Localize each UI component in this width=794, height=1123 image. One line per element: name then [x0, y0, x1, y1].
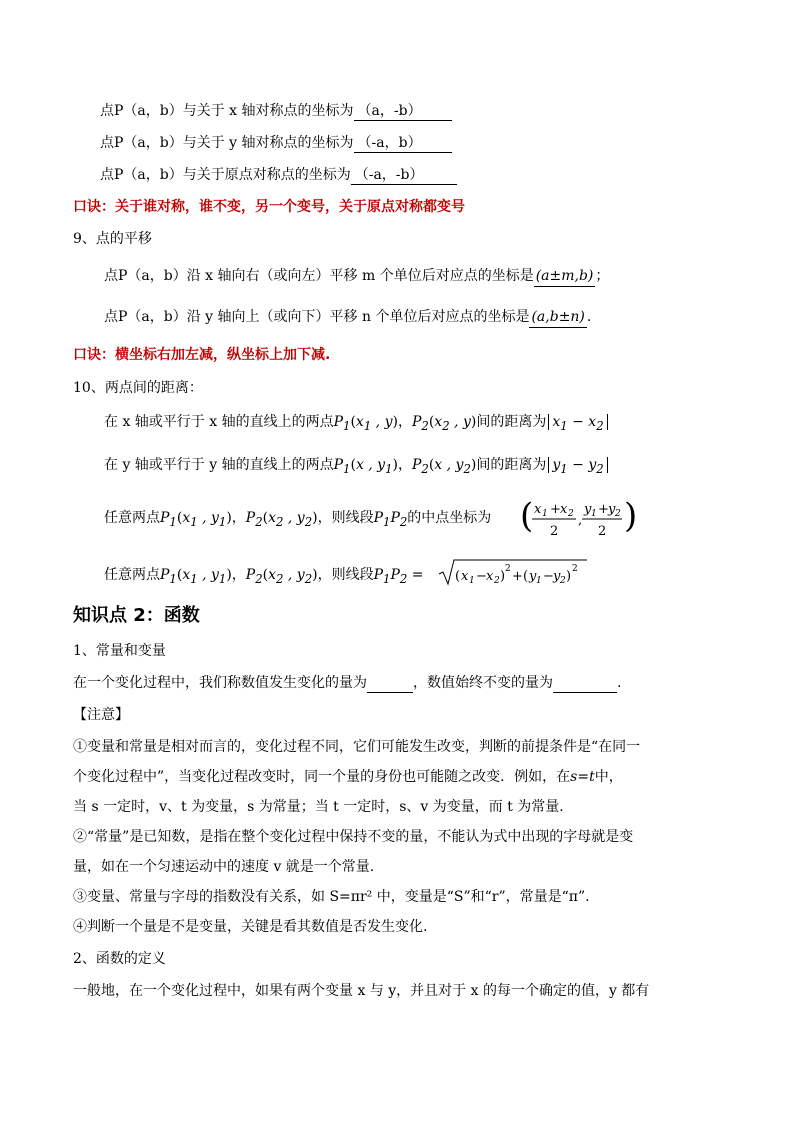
sym-line-x-answer: （a，-b） [354, 102, 452, 121]
kp2-s2-title: 2、函数的定义 [73, 951, 166, 967]
formula-points-general-2: $P_1(x_1$ , $y_1$)，$P_2(x_2$ , $y_2$) [160, 567, 318, 586]
section-10-title: 10、两点间的距离： [73, 380, 203, 396]
kp2-s2-text: 一般地，在一个变化过程中，如果有两个变量 x 与 y，并且对于 x 的每一个确定的值，y 都有 [73, 983, 650, 999]
distance-line-y [104, 455, 608, 479]
formula-points-y: $P_1(x$ , $y_1$)，$P_2(x$ , $y_2$) [333, 457, 477, 476]
svg-text:(: ( [455, 569, 461, 584]
distance-line-y-mid: 间的距离为 [476, 457, 547, 473]
svg-text:2: 2 [572, 564, 578, 574]
sym-line-origin-text: 点P（a，b）与关于原点对称点的坐标为 [100, 167, 351, 183]
svg-text:(: ( [523, 569, 529, 584]
translation-line-x-answer: (a±m,b) [534, 266, 596, 287]
formula-points-general-1: $P_1(x_1$ , $y_1$)，$P_2(x_2$ , $y_2$) [160, 510, 318, 529]
svg-text:x: x [560, 502, 568, 517]
kp2-heading: 知识点 2：函数 [73, 605, 200, 626]
midpoint-line-mid2: 的中点坐标为 [407, 510, 492, 526]
formula-distance-x: $x_1 - x_2$ [548, 414, 607, 430]
sym-line-origin [100, 165, 457, 185]
svg-text:+: + [598, 502, 609, 517]
translation-line-y-text: 点P（a，b）沿 y 轴向上（或向下）平移 n 个单位后对应点的坐标是 [104, 309, 530, 325]
note-1-b-text: 个变化过程中”，当变化过程改变时，同一个量的身份也可能随之改变．例如，在 [73, 769, 571, 785]
translation-line-y-end: . [586, 309, 592, 325]
translation-line-x [104, 266, 609, 287]
note-1-b [73, 767, 623, 787]
midpoint-line [104, 508, 491, 532]
svg-text:+: + [512, 569, 523, 584]
rhyme-translation: 口诀：横坐标右加左减，纵坐标上加下减. [73, 347, 331, 363]
svg-text:y: y [553, 569, 561, 584]
note-title: 【注意】 [73, 707, 129, 723]
section-9-title: 9、点的平移 [73, 231, 152, 247]
formula-segment-2: $P_1P_2$ = [373, 567, 424, 586]
translation-line-y [104, 307, 591, 328]
note-3: ③变量、常量与字母的指数没有关系，如 S=πr² 中，变量是“S”和“r”，常量是“π”. [73, 889, 590, 905]
formula-distance-general [437, 556, 589, 588]
svg-text:1: 1 [536, 576, 542, 586]
note-1-a: ①变量和常量是相对而言的，变化过程不同，它们可能发生改变，判断的前提条件是“在同一 [73, 739, 641, 755]
blank-constant [553, 676, 617, 693]
distance-general-line-text: 任意两点 [104, 567, 160, 583]
sym-line-origin-answer: （-a，-b） [351, 166, 457, 185]
svg-text:1: 1 [469, 576, 475, 586]
formula-points-x: $P_1(x_1$ , y)，$P_2(x_2$ , y) [333, 414, 477, 433]
svg-text:x: x [461, 569, 469, 584]
svg-text:): ) [500, 569, 506, 584]
note-2-a: ②“常量”是已知数，是指在整个变化过程中保持不变的量，不能认为式中出现的字母就是变 [73, 829, 634, 845]
kp2-s1-text-a: 在一个变化过程中，我们称数值发生变化的量为 [73, 675, 367, 691]
svg-text:+: + [550, 502, 561, 517]
formula-segment-1: $P_1P_2$ [373, 510, 408, 529]
sym-line-y-answer: （-a，b） [354, 134, 452, 153]
svg-text:−: − [543, 569, 554, 584]
distance-general-line [104, 565, 423, 589]
svg-text:2: 2 [598, 524, 607, 539]
svg-text:y: y [608, 502, 616, 517]
svg-text:,: , [578, 513, 583, 528]
svg-text:): ) [624, 496, 638, 536]
sym-line-x [100, 101, 452, 121]
note-2-b: 量，如在一个匀速运动中的速度 v 就是一个常量. [73, 859, 375, 875]
note-4: ④判断一个量是不是变量，关键是看其数值是否发生变化. [73, 919, 428, 935]
svg-text:2: 2 [568, 509, 574, 519]
svg-text:1: 1 [591, 509, 597, 519]
svg-text:1: 1 [542, 509, 548, 519]
distance-line-y-text: 在 y 轴或平行于 y 轴的直线上的两点 [104, 457, 334, 473]
sym-line-y-text: 点P（a，b）与关于 y 轴对称点的坐标为 [100, 135, 354, 151]
distance-line-x [104, 412, 608, 436]
svg-text:(: ( [520, 496, 534, 536]
kp2-s1-title: 1、常量和变量 [73, 643, 166, 659]
translation-line-y-answer: (a,b±n) [529, 307, 586, 328]
note-1-b-eq: s=t [570, 769, 595, 785]
svg-text:2: 2 [505, 564, 511, 574]
distance-line-x-text: 在 x 轴或平行于 x 轴的直线上的两点 [104, 414, 334, 430]
formula-midpoint [520, 494, 640, 542]
kp2-s1-text-c: . [617, 675, 622, 691]
sym-line-y [100, 133, 452, 153]
note-1-b-end: 中， [594, 769, 623, 785]
midpoint-line-mid: ，则线段 [317, 510, 374, 526]
svg-text:2: 2 [494, 576, 500, 586]
svg-text:−: − [476, 569, 487, 584]
svg-text:y: y [584, 502, 592, 517]
formula-distance-y: $y_1 - y_2$ [548, 457, 607, 473]
svg-text:2: 2 [615, 509, 621, 519]
translation-line-x-text: 点P（a，b）沿 x 轴向右（或向左）平移 m 个单位后对应点的坐标是 [104, 268, 534, 284]
kp2-s1-text [73, 673, 621, 693]
rhyme-symmetry: 口诀：关于谁对称，谁不变，另一个变号，关于原点对称都变号 [73, 199, 465, 215]
svg-text:y: y [529, 569, 537, 584]
blank-variable [367, 676, 413, 693]
sym-line-x-text: 点P（a，b）与关于 x 轴对称点的坐标为 [100, 103, 354, 119]
svg-text:x: x [534, 502, 542, 517]
distance-line-x-mid: 间的距离为 [476, 414, 547, 430]
svg-text:x: x [486, 569, 494, 584]
svg-text:): ) [566, 569, 572, 584]
midpoint-line-text: 任意两点 [104, 510, 160, 526]
translation-line-x-end: ； [595, 268, 610, 284]
distance-general-line-mid: ，则线段 [317, 567, 374, 583]
svg-text:2: 2 [560, 576, 566, 586]
svg-text:2: 2 [550, 524, 559, 539]
kp2-s1-text-b: ，数值始终不变的量为 [413, 675, 553, 691]
note-1-c: 当 s 一定时，v、t 为变量，s 为常量；当 t 一定时，s、v 为变量，而 t 为常量. [73, 799, 564, 815]
